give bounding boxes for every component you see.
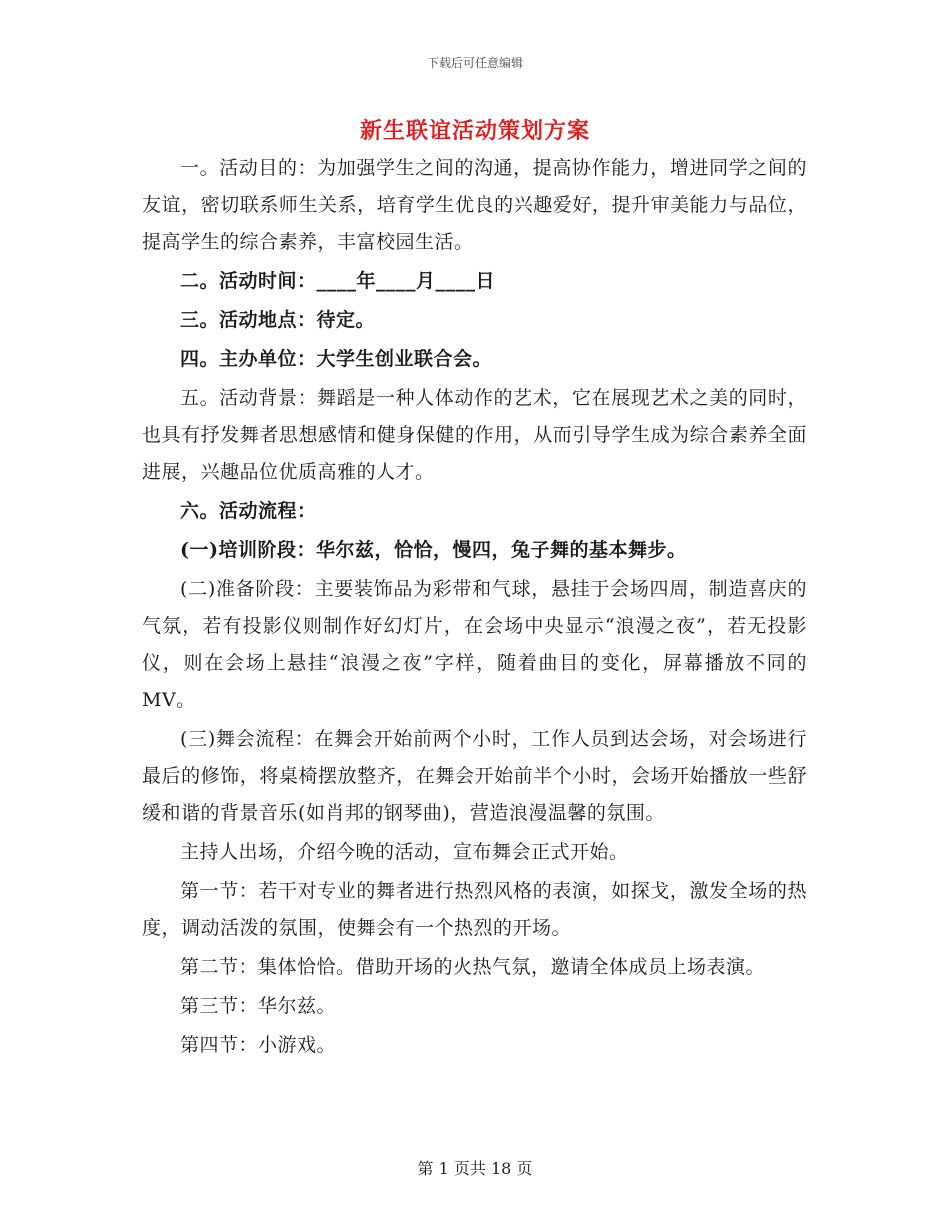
paragraph-process-heading: 六。活动流程： — [180, 500, 317, 522]
document-title: 新生联谊活动策划方案 — [359, 118, 590, 144]
paragraph-training-stage: (一)培训阶段：华尔兹，恰恰，慢四，兔子舞的基本舞步。 — [180, 539, 687, 561]
paragraph-purpose: 一。活动目的：为加强学生之间的沟通，提高协作能力，增进同学之间的友谊，密切联系师生关系，培育学生优良的兴趣爱好，提升审美能力与品位，提高学生的综合素养，丰富校园生活。 — [142, 157, 807, 253]
paragraph-time: 二。活动时间：____年____月____日 — [180, 270, 496, 292]
page-header-note: 下载后可任意编辑 — [426, 56, 523, 70]
paragraph-host: 主持人出场，介绍今晚的活动，宣布舞会正式开始。 — [180, 841, 629, 863]
paragraph-section-1: 第一节：若干对专业的舞者进行热烈风格的表演，如探戈，激发全场的热度，调动活泼的氛围，使舞会有一个热烈的开场。 — [142, 880, 807, 939]
paragraph-organizer: 四。主办单位：大学生创业联合会。 — [180, 348, 493, 370]
paragraph-dance-process: (三)舞会流程：在舞会开始前两个小时，工作人员到达会场，对会场进行最后的修饰，将桌椅摆放整齐，在舞会开始前半个小时，会场开始播放一些舒缓和谐的背景音乐(如肖邦的钢琴曲)，营造浪漫温馨的氛围。 — [142, 728, 807, 824]
paragraph-preparation-stage: (二)准备阶段：主要装饰品为彩带和气球，悬挂于会场四周，制造喜庆的气氛，若有投影仪则制作好幻灯片，在会场中央显示“浪漫之夜”，若无投影仪，则在会场上悬挂“浪漫之夜”字样，随着曲目的变化，屏幕播放不同的MV。 — [142, 578, 807, 711]
paragraph-section-4: 第四节：小游戏。 — [180, 1034, 337, 1056]
document-body — [142, 150, 807, 1064]
paragraph-section-3: 第三节：华尔兹。 — [180, 995, 337, 1017]
paragraph-background: 五。活动背景：舞蹈是一种人体动作的艺术，它在展现艺术之美的同时，也具有抒发舞者思想感情和健身保健的作用，从而引导学生成为综合素养全面进展，兴趣品位优质高雅的人才。 — [142, 387, 807, 483]
paragraph-location: 三。活动地点：待定。 — [180, 309, 376, 331]
paragraph-section-2: 第二节：集体恰恰。借助开场的火热气氛，邀请全体成员上场表演。 — [180, 956, 766, 978]
page-number: 第 1 页共 18 页 — [417, 1159, 533, 1178]
